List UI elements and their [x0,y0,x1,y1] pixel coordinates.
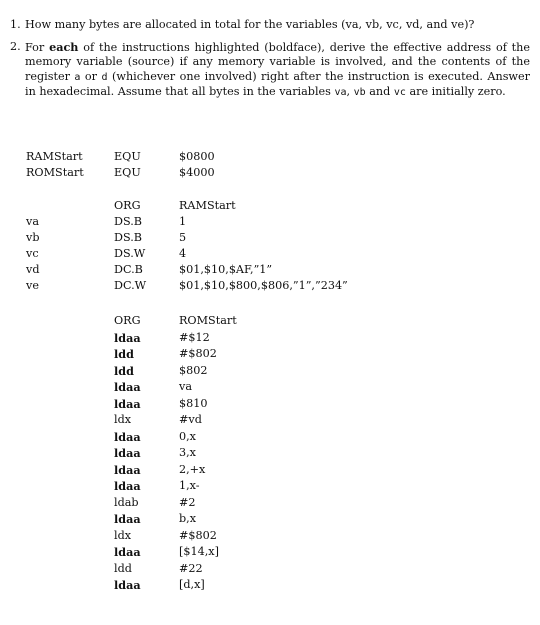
question-text-bold: each [49,39,79,54]
instruction-mnemonic: ldaa [114,578,141,592]
instruction-mnemonic: ldd [114,347,134,361]
instruction-mnemonic: ldab [114,495,139,509]
code-directive: DS.B [114,231,143,244]
instruction-operand: $802 [179,363,208,377]
question-text [25,40,530,101]
code-operand: RAMStart [179,199,236,212]
instruction-operand: $810 [179,396,208,410]
instruction-mnemonic: ldd [114,561,132,575]
question-list [10,18,530,108]
question-text-segment: , [346,85,354,98]
instruction-mnemonic: ORG [114,314,141,327]
instruction-operand: b,x [179,512,197,525]
variable-name: vc [393,87,406,98]
instruction-mnemonic: ldaa [114,429,141,444]
instruction-operand: 0,x [179,429,196,443]
code-operand: $4000 [179,166,215,179]
question-2 [10,40,530,101]
question-number: 1. [10,18,21,31]
question-text [25,18,530,33]
instruction-operand: #2 [179,495,196,509]
question-text-segment: are initially zero. [405,85,506,98]
code-directive: EQU [114,166,141,179]
instruction-mnemonic: ldd [114,363,134,378]
instruction-operand: #22 [179,561,203,575]
code-directive: EQU [114,150,141,163]
code-label: vd [26,263,40,276]
instruction-operand: #vd [179,413,202,426]
instruction-operand: [d,x] [179,578,205,591]
code-label: ve [26,279,39,292]
instruction-mnemonic: ldaa [114,396,141,411]
instruction-operand: 3,x [179,446,196,459]
question-text-segment: and [365,85,394,98]
instruction-mnemonic: ldaa [114,479,141,493]
question-text-segment: (whichever one involved) right after the instruction is executed. Answer in hexadecimal. Assume that all bytes in the variables [25,69,530,98]
instruction-mnemonic: ldaa [114,462,141,477]
question-text-segment: of the instructions highlighted (boldface), derive the effective address of the memory variable (source) if any memory variable is involved, and the contents of the register [25,40,530,83]
code-label: vb [26,231,40,244]
code-label: va [26,215,39,228]
question-text-segment: or [80,69,102,83]
instruction-mnemonic: ldaa [114,380,141,394]
code-operand: 4 [179,247,187,260]
instruction-mnemonic: ldaa [114,446,141,460]
code-operand: 1 [179,215,187,228]
code-operand: $0800 [179,150,215,163]
instruction-operand: ROMStart [179,314,237,327]
variable-name: vb [353,87,366,98]
instruction-mnemonic: ldaa [114,545,141,559]
question-number: 2. [10,39,21,53]
code-label: vc [26,247,39,260]
instruction-mnemonic: ldaa [114,512,141,526]
instruction-mnemonic: ldx [114,413,132,426]
instruction-mnemonic: ldaa [114,330,141,345]
instruction-operand: #$12 [179,330,210,344]
code-label: ROMStart [26,166,84,179]
instruction-operand: 2,+x [179,462,206,476]
code-operand: $01,$10,$AF,”1” [179,263,273,276]
code-directive: DC.W [114,279,147,292]
code-directive: DS.W [114,247,146,260]
code-directive: DS.B [114,215,143,228]
variable-name: va [334,87,347,98]
code-operand: 5 [179,231,187,244]
instruction-mnemonic: ldx [114,528,132,542]
register-name: d [101,71,108,83]
instruction-operand: [$14,x] [179,545,219,558]
instruction-operand: 1,x- [179,479,200,492]
code-label: RAMStart [26,150,83,163]
register-name: a [74,71,81,83]
question-1 [10,18,530,33]
instruction-operand: #$802 [179,528,217,542]
question-text-segment: For [25,40,50,54]
code-directive: ORG [114,199,141,212]
code-directive: DC.B [114,263,143,276]
code-operand: $01,$10,$800,$806,”1”,”234” [179,279,348,292]
instruction-operand: #$802 [179,347,217,360]
instruction-operand: va [179,380,192,393]
question-text-segment: How many bytes are allocated in total for the variables (va, vb, vc, vd, and ve)? [25,18,475,31]
